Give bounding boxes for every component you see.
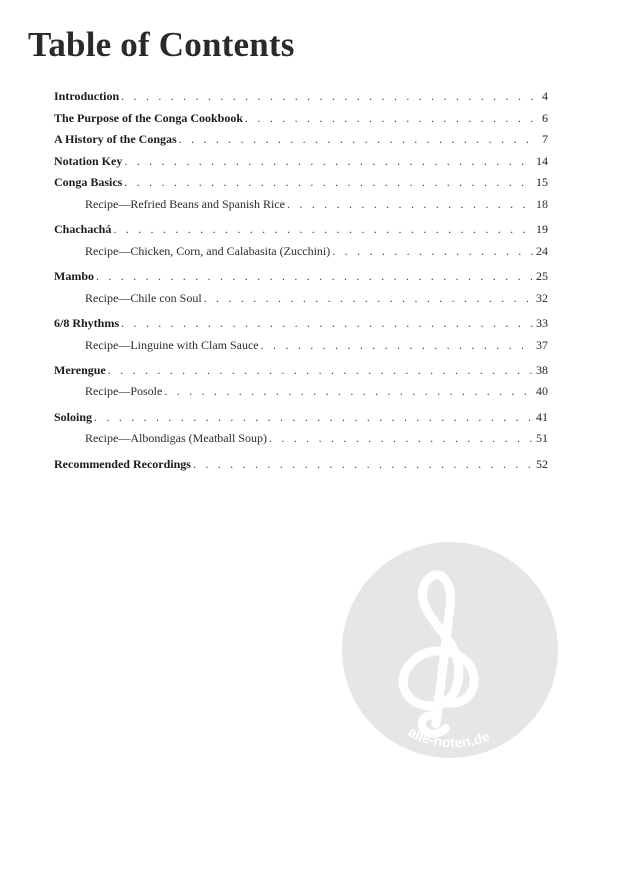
toc-entry-title: Notation Key xyxy=(54,153,123,168)
toc-entry-title: Merengue xyxy=(54,362,106,377)
dot-leader xyxy=(193,457,533,471)
toc-entry-title: Chachachá xyxy=(54,222,112,237)
toc-page-number: 14 xyxy=(536,153,548,168)
toc-page-number: 24 xyxy=(536,243,548,258)
toc-subentry xyxy=(54,197,548,219)
dot-leader xyxy=(287,197,533,211)
toc-page-number: 18 xyxy=(536,196,548,211)
toc-entry-title: Recipe—Albondigas (Meatball Soup) xyxy=(85,431,267,446)
toc-entry-title: Recipe—Linguine with Clam Sauce xyxy=(85,337,259,352)
toc-entry xyxy=(54,410,548,432)
dot-leader xyxy=(179,132,539,146)
toc-subentry xyxy=(54,384,548,406)
toc-page-number: 51 xyxy=(536,431,548,446)
toc-entry-title: Soloing xyxy=(54,409,93,424)
toc-entry xyxy=(54,175,548,197)
toc-entry-title: Recipe—Chile con Soul xyxy=(85,290,202,305)
toc-entry-title: Recipe—Refried Beans and Spanish Rice xyxy=(85,196,285,211)
toc-entry xyxy=(54,132,548,154)
toc-page-number: 32 xyxy=(536,290,548,305)
toc-subentry xyxy=(54,291,548,313)
dot-leader xyxy=(96,269,533,283)
toc-page-number: 7 xyxy=(542,132,548,147)
toc-subentry xyxy=(54,338,548,360)
toc-page-number: 4 xyxy=(542,89,548,103)
dot-leader xyxy=(124,175,533,189)
dot-leader xyxy=(121,89,539,103)
dot-leader xyxy=(204,291,533,305)
dot-leader xyxy=(124,154,533,168)
toc-entry-title: Recipe—Chicken, Corn, and Calabasita (Zucchini) xyxy=(85,243,331,258)
toc-page-number: 15 xyxy=(536,175,548,190)
toc-page-number: 25 xyxy=(536,269,548,284)
toc-entry xyxy=(54,111,548,133)
watermark xyxy=(342,542,558,758)
toc-page-number: 40 xyxy=(536,384,548,399)
toc-entry-title: Recommended Recordings xyxy=(54,456,191,471)
toc-page-number: 19 xyxy=(536,222,548,237)
dot-leader xyxy=(94,410,533,424)
dot-leader xyxy=(261,338,533,352)
toc-page-number: 41 xyxy=(536,409,548,424)
toc-page-number: 6 xyxy=(542,110,548,125)
toc-entry-title: A History of the Congas xyxy=(54,132,177,147)
toc-page-number: 38 xyxy=(536,362,548,377)
toc-entry-title: 6/8 Rhythms xyxy=(54,316,120,330)
toc-entry xyxy=(54,363,548,385)
toc-entry-title: Introduction xyxy=(54,89,120,103)
dot-leader xyxy=(332,244,533,258)
toc-entry xyxy=(54,154,548,176)
toc-entry-title: Conga Basics xyxy=(54,175,123,190)
dot-leader xyxy=(108,363,533,377)
toc-page-number: 52 xyxy=(536,456,548,471)
dot-leader xyxy=(245,111,539,125)
toc-entry xyxy=(54,222,548,244)
toc-entry-title: Mambo xyxy=(54,269,94,284)
table-of-contents xyxy=(54,89,548,478)
watermark-text: alle-noten.de xyxy=(405,723,492,751)
toc-page-number: 37 xyxy=(536,337,548,352)
toc-subentry xyxy=(54,431,548,453)
dot-leader xyxy=(113,222,533,236)
toc-entry-title: Recipe—Posole xyxy=(85,384,163,399)
toc-subentry xyxy=(54,244,548,266)
dot-leader xyxy=(269,431,533,445)
toc-entry-title: The Purpose of the Conga Cookbook xyxy=(54,110,244,125)
toc-entry xyxy=(54,89,548,111)
toc-entry xyxy=(54,316,548,338)
page-title: Table of Contents xyxy=(28,25,295,64)
toc-entry xyxy=(54,457,548,479)
dot-leader xyxy=(164,384,533,398)
toc-entry xyxy=(54,269,548,291)
toc-page-number: 33 xyxy=(536,316,548,330)
dot-leader xyxy=(121,316,533,330)
